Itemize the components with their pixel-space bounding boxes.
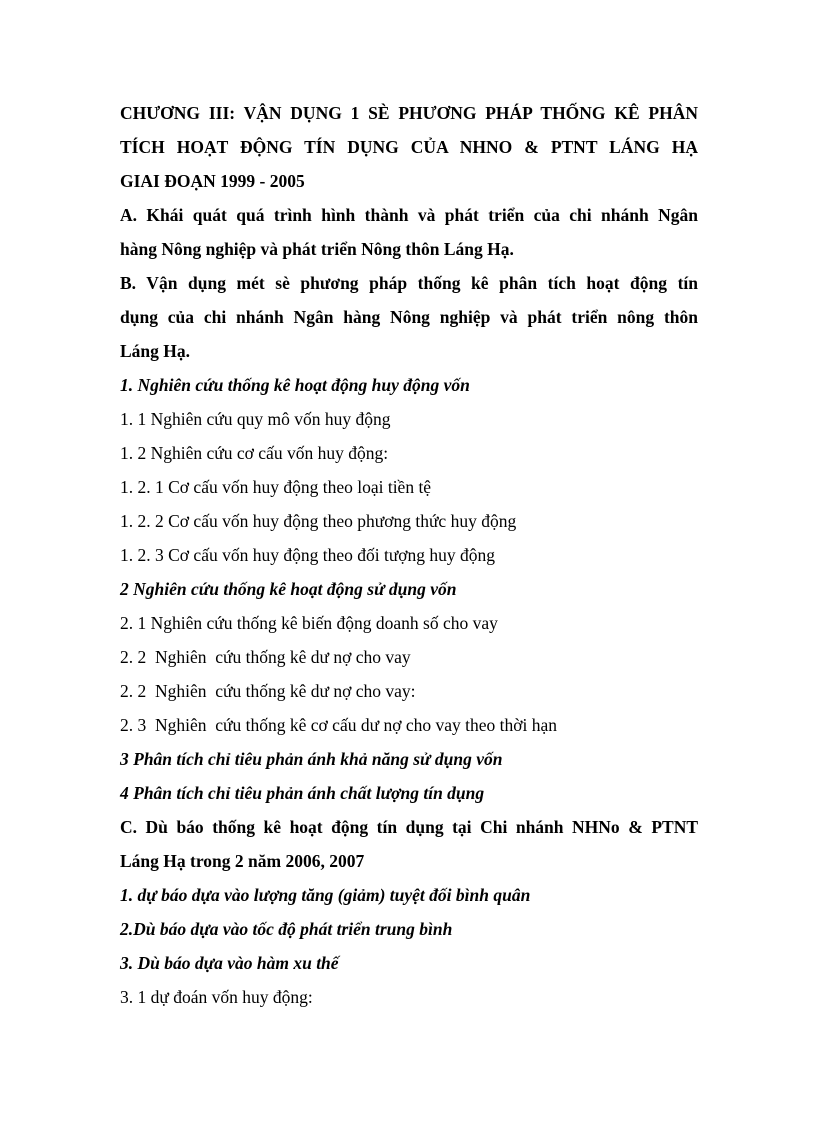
section-c-line-2: Láng Hạ trong 2 năm 2006, 2007: [120, 851, 365, 871]
heading-4: 4 Phân tích chỉ tiêu phản ánh chất lượng tín dụng: [120, 783, 485, 803]
section-b-line-2: dụng của chi nhánh Ngân hàng Nông nghiệp và phát triển nông thôn: [120, 307, 698, 327]
item-1-2-3: 1. 2. 3 Cơ cấu vốn huy động theo đối tượng huy động: [120, 545, 496, 565]
document-page: [120, 96, 698, 1014]
section-b-line-1: B. Vận dụng mét sè phương pháp thống kê phân tích hoạt động tín: [120, 273, 698, 293]
item-1-1: 1. 1 Nghiên cứu quy mô vốn huy động: [120, 409, 391, 429]
chapter-title-line-1: CHƯƠNG III: VẬN DỤNG 1 SÈ PHƯƠNG PHÁP THỐNG KÊ PHÂN: [120, 103, 698, 123]
item-1-2-2: 1. 2. 2 Cơ cấu vốn huy động theo phương thức huy động: [120, 511, 517, 531]
c-heading-2: 2.Dù báo dựa vào tốc độ phát triển trung bình: [120, 919, 453, 939]
chapter-title-line-2: TÍCH HOẠT ĐỘNG TÍN DỤNG CỦA NHNO & PTNT LÁNG HẠ: [120, 137, 698, 157]
item-2-3: 2. 3 Nghiên cứu thống kê cơ cấu dư nợ cho vay theo thời hạn: [120, 715, 557, 735]
heading-3: 3 Phân tích chỉ tiêu phản ánh khả năng sử dụng vốn: [120, 749, 503, 769]
item-2-1: 2. 1 Nghiên cứu thống kê biến động doanh số cho vay: [120, 613, 498, 633]
section-a-line-2: hàng Nông nghiệp và phát triển Nông thôn Láng Hạ.: [120, 239, 514, 259]
heading-2: 2 Nghiên cứu thống kê hoạt động sử dụng vốn: [120, 579, 457, 599]
c-heading-3: 3. Dù báo dựa vào hàm xu thế: [120, 953, 339, 973]
chapter-title-line-3: GIAI ĐOẠN 1999 - 2005: [120, 171, 305, 191]
section-a-line-1: A. Khái quát quá trình hình thành và phát triển của chi nhánh Ngân: [120, 205, 698, 225]
c-heading-1: 1. dự báo dựa vào lượng tăng (giảm) tuyệt đối bình quân: [120, 885, 531, 905]
section-b-line-3: Láng Hạ.: [120, 341, 191, 361]
section-c-line-1: C. Dù báo thống kê hoạt động tín dụng tại Chi nhánh NHNo & PTNT: [120, 817, 698, 837]
item-1-2: 1. 2 Nghiên cứu cơ cấu vốn huy động:: [120, 443, 389, 463]
heading-1: 1. Nghiên cứu thống kê hoạt động huy động vốn: [120, 375, 470, 395]
item-1-2-1: 1. 2. 1 Cơ cấu vốn huy động theo loại tiền tệ: [120, 477, 432, 497]
item-2-2b: 2. 2 Nghiên cứu thống kê dư nợ cho vay:: [120, 681, 416, 701]
item-2-2a: 2. 2 Nghiên cứu thống kê dư nợ cho vay: [120, 647, 411, 667]
c-item-3-1: 3. 1 dự đoán vốn huy động:: [120, 987, 313, 1007]
